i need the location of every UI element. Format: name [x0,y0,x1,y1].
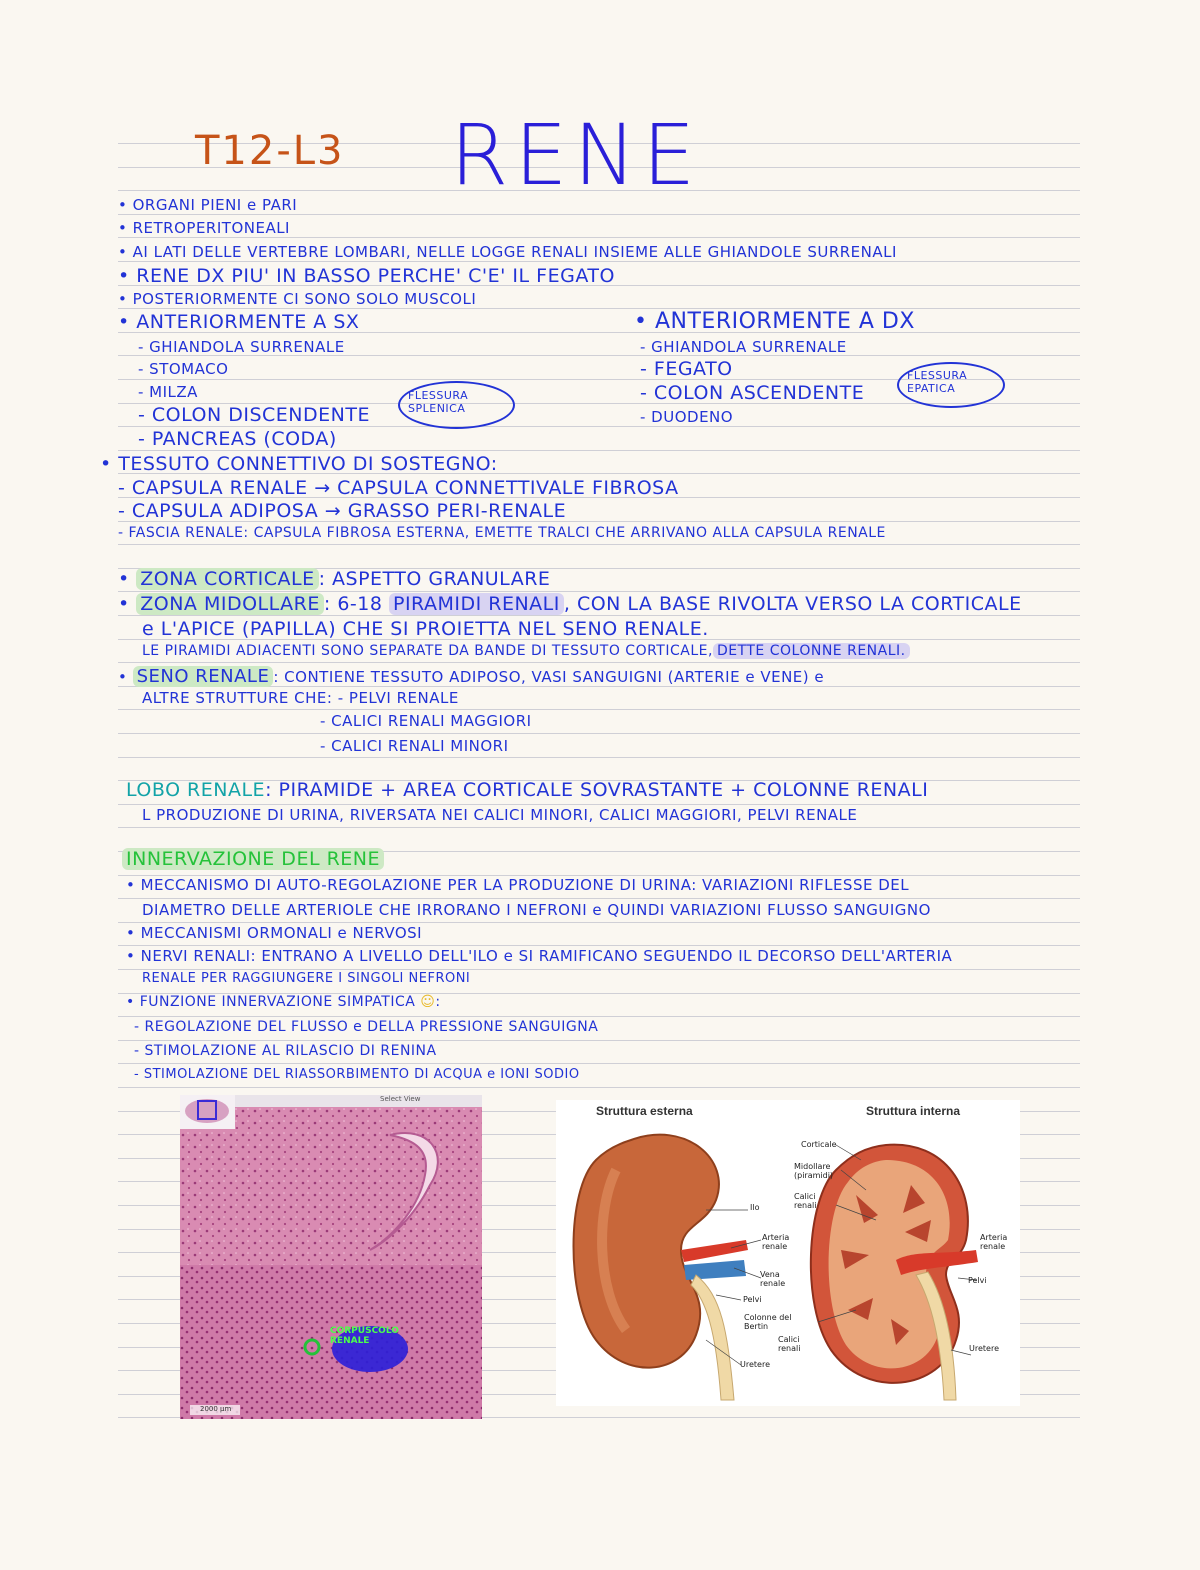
ruled-line [118,969,1080,970]
label-pelvi-int: Pelvi [968,1276,987,1285]
zona-midollare-label: ZONA MIDOLLARE [136,593,324,615]
corpuscolo-label: CORPUSCOLO RENALE [330,1326,399,1346]
ruled-line [118,308,1080,309]
note-line: • ORGANI PIENI e PARI [118,196,298,214]
note-line: DIAMETRO DELLE ARTERIOLE CHE IRRORANO I NEFRONI e QUINDI VARIAZIONI FLUSSO SANGUIGNO [142,901,931,919]
label-midollare: Midollare (piramidi) [794,1162,834,1180]
diagram-title-external: Struttura esterna [596,1104,693,1118]
ruled-line [118,615,1080,616]
zona-corticale-label: ZONA CORTICALE [136,568,318,590]
ruled-line [118,1016,1080,1017]
ruled-line [118,1040,1080,1041]
ruled-line [118,733,1080,734]
tessuto-head: • TESSUTO CONNETTIVO DI SOSTEGNO: [100,453,498,475]
ruled-line [118,591,1080,592]
seno-renale: • SENO RENALE : CONTIENE TESSUTO ADIPOSO, VASI SANGUIGNI (ARTERIE e VENE) e [118,666,825,687]
ruled-line [118,898,1080,899]
ruled-line [118,261,1080,262]
label-calici-renali: Calici renali [794,1192,817,1210]
right-col-note: FLESSURA EPATICA [907,369,968,395]
zona-midollare: • ZONA MIDOLLARE : 6-18 PIRAMIDI RENALI , CON LA BASE RIVOLTA VERSO LA CORTICALE [118,593,1022,615]
scale-bar: 2000 µm [200,1405,232,1413]
left-col-item: - GHIANDOLA SURRENALE [138,338,345,356]
note-line: • FUNZIONE INNERVAZIONE SIMPATICA ☺: [126,994,441,1010]
left-col-item: - COLON DISCENDENTE [138,404,370,426]
note-line: - STIMOLAZIONE AL RILASCIO DI RENINA [134,1043,437,1059]
label-arteria-renale-int: Arteria renale [980,1233,1008,1251]
innervazione-head: INNERVAZIONE DEL RENE [122,848,384,870]
note-line: LE PIRAMIDI ADIACENTI SONO SEPARATE DA BANDE DI TESSUTO CORTICALE, DETTE COLONNE RENALI. [142,643,910,659]
note-line: ALTRE STRUTTURE CHE: - PELVI RENALE [142,689,459,707]
title-code: T12-L3 [195,128,345,174]
zona-corticale: • ZONA CORTICALE : ASPETTO GRANULARE [118,568,551,590]
lobo-line: LOBO RENALE: PIRAMIDE + AREA CORTICALE SOVRASTANTE + COLONNE RENALI [126,779,929,801]
ruled-line [118,922,1080,923]
piramidi-highlight: PIRAMIDI RENALI [389,593,564,615]
note-line: - REGOLAZIONE DEL FLUSSO e DELLA PRESSIONE SANGUIGNA [134,1019,599,1035]
ruled-line [118,426,1080,427]
tessuto-item: - CAPSULA ADIPOSA → GRASSO PERI-RENALE [118,500,567,522]
tessuto-item: - FASCIA RENALE: CAPSULA FIBROSA ESTERNA, EMETTE TRALCI CHE ARRIVANO ALLA CAPSULA RENALE [118,525,886,541]
ruled-line [118,1063,1080,1064]
ruled-line [118,214,1080,215]
note-line: RENALE PER RAGGIUNGERE I SINGOLI NEFRONI [142,971,471,986]
left-col-head: • ANTERIORMENTE A SX [118,311,360,333]
note-line: • RENE DX PIU' IN BASSO PERCHE' C'E' IL FEGATO [118,265,615,287]
ruled-line [118,757,1080,758]
label-colonne-bertin: Colonne del Bertin [744,1313,792,1331]
ruled-line [118,237,1080,238]
ruled-line [118,1087,1080,1088]
viewer-toolbar: Select View [380,1095,421,1103]
colonne-highlight: DETTE COLONNE RENALI. [713,643,910,659]
histology-image [180,1095,482,1419]
note-line: - CALICI RENALI MINORI [320,737,509,755]
ruled-line [118,544,1080,545]
right-col-item: - COLON ASCENDENTE [640,382,865,404]
ruled-line [118,827,1080,828]
ruled-line [118,450,1080,451]
tessuto-item: - CAPSULA RENALE → CAPSULA CONNETTIVALE FIBROSA [118,477,679,499]
label-pelvi: Pelvi [743,1295,762,1304]
note-line: - CALICI RENALI MAGGIORI [320,712,532,730]
label-corticale: Corticale [801,1140,837,1149]
left-col-note: FLESSURA SPLENICA [408,389,469,415]
note-line: • AI LATI DELLE VERTEBRE LOMBARI, NELLE LOGGE RENALI INSIEME ALLE GHIANDOLE SURRENALI [118,243,897,261]
left-col-item: - STOMACO [138,360,229,378]
ruled-line [118,662,1080,663]
label-vena-renale: Vena renale [760,1270,786,1288]
note-line: e L'APICE (PAPILLA) CHE SI PROIETTA NEL SENO RENALE. [142,618,709,640]
left-col-item: - MILZA [138,383,198,401]
note-line: • NERVI RENALI: ENTRANO A LIVELLO DELL'ILO e SI RAMIFICANO SEGUENDO IL DECORSO DELL'ARTERIA [126,947,953,965]
right-col-item: - FEGATO [640,358,733,380]
right-col-head: • ANTERIORMENTE A DX [634,309,915,334]
label-arteria-renale: Arteria renale [762,1233,790,1251]
page-title: RENE [450,106,702,204]
label-uretere-int: Uretere [969,1344,999,1353]
emoji-icon: ☺ [420,994,436,1010]
note-line: • MECCANISMI ORMONALI e NERVOSI [126,924,423,942]
diagram-title-internal: Struttura interna [866,1104,961,1118]
ruled-line [118,945,1080,946]
seno-renale-label: SENO RENALE [133,666,274,687]
ruled-line [118,804,1080,805]
label-ilo: Ilo [750,1203,760,1212]
kidney-diagram [556,1100,1020,1406]
note-line: • RETROPERITONEALI [118,219,290,237]
note-line: L PRODUZIONE DI URINA, RIVERSATA NEI CALICI MINORI, CALICI MAGGIORI, PELVI RENALE [142,806,858,824]
lobo-label: LOBO RENALE [126,779,266,801]
note-line: • MECCANISMO DI AUTO-REGOLAZIONE PER LA PRODUZIONE DI URINA: VARIAZIONI RIFLESSE DEL [126,876,910,894]
right-col-item: - GHIANDOLA SURRENALE [640,338,847,356]
label-uretere: Uretere [740,1360,770,1369]
right-col-item: - DUODENO [640,408,734,426]
left-col-item: - PANCREAS (CODA) [138,428,337,450]
note-line: • POSTERIORMENTE CI SONO SOLO MUSCOLI [118,290,477,308]
label-calici-renali-2: Calici renali [778,1335,801,1353]
note-line: - STIMOLAZIONE DEL RIASSORBIMENTO DI ACQUA e IONI SODIO [134,1067,580,1082]
ruled-line [118,709,1080,710]
